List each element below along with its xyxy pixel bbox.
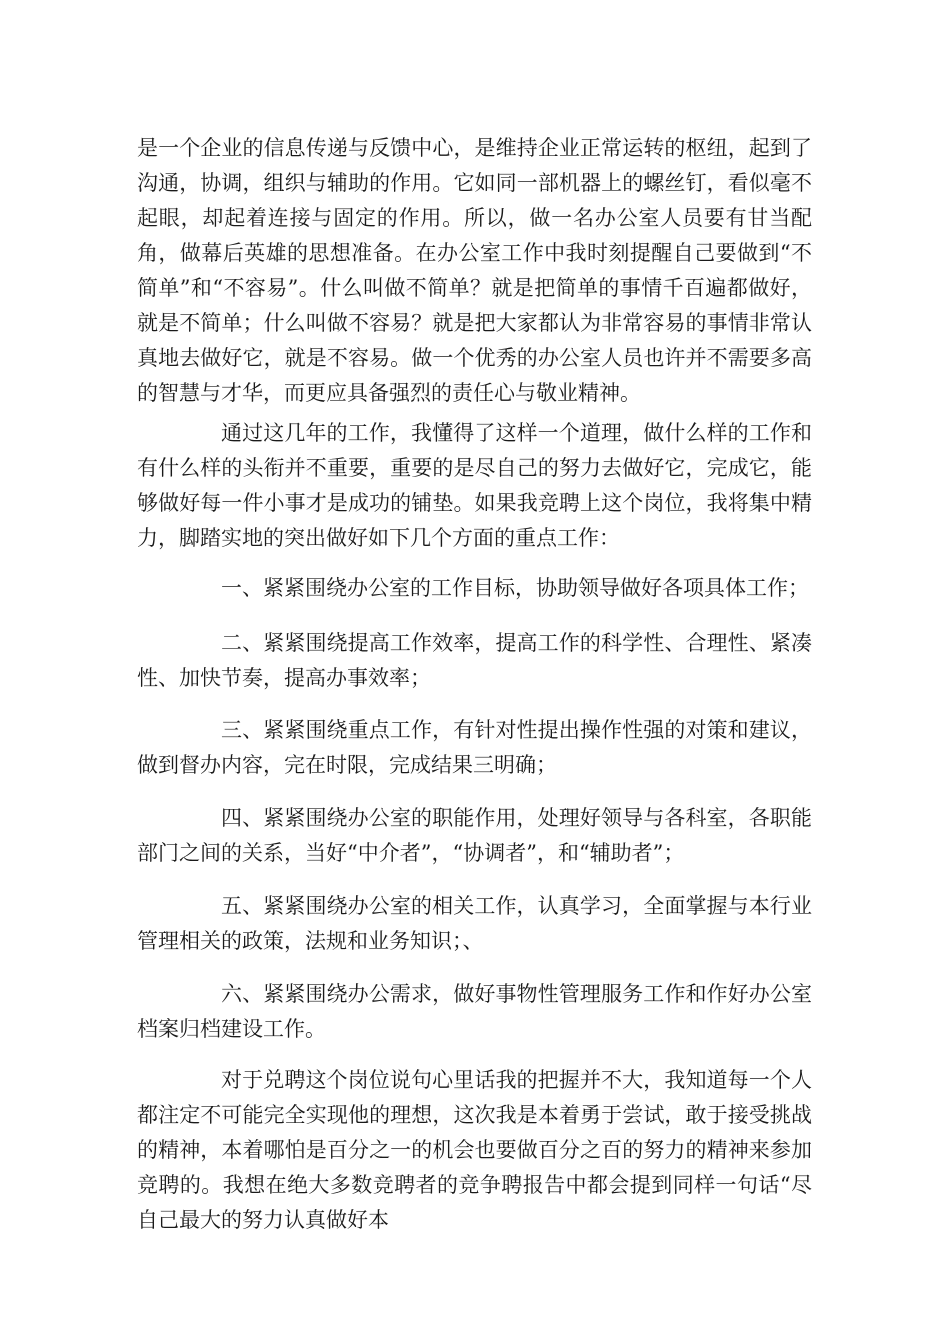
paragraph-work-lesson: 通过这几年的工作，我懂得了这样一个道理，做什么样的工作和有什么样的头衔并不重要，重要的是尽自己的努力去做好它，完成它，能够做好每一件小事才是成功的铺垫。如果我竞聘上这个岗位，我将集中精力，脚踏实地的突出做好如下几个方面的重点工作：: [137, 421, 812, 550]
list-item-3: 三、紧紧围绕重点工作，有针对性提出操作性强的对策和建议，做到督办内容，完在时限，完成结果三明确；: [137, 718, 812, 777]
list-item-6: 六、紧紧围绕办公需求，做好事物性管理服务工作和作好办公室档案归档建设工作。: [137, 982, 812, 1041]
list-item-1: 一、紧紧围绕办公室的工作目标，协助领导做好各项具体工作；: [221, 576, 809, 600]
list-item-5: 五、紧紧围绕办公室的相关工作，认真学习，全面掌握与本行业管理相关的政策，法规和业务知识；、: [137, 894, 812, 953]
paragraph-office-role: 是一个企业的信息传递与反馈中心，是维持企业正常运转的枢纽，起到了沟通，协调，组织与辅助的作用。它如同一部机器上的螺丝钉，看似毫不起眼，却起着连接与固定的作用。所以，做一名办公室人员要有甘当配角，做幕后英雄的思想准备。在办公室工作中我时刻提醒自己要做到“不简单”和“不容易”。什么叫做不简单？就是把简单的事情千百遍都做好，就是不简单；什么叫做不容易？就是把大家都认为非常容易的事情非常认真地去做好它，就是不容易。做一个优秀的办公室人员也许并不需要多高的智慧与才华，而更应具备强烈的责任心与敬业精神。: [137, 136, 812, 405]
list-item-2: 二、紧紧围绕提高工作效率，提高工作的科学性、合理性、紧凑性、加快节奏，提高办事效率；: [137, 631, 812, 690]
paragraph-conclusion: 对于兑聘这个岗位说句心里话我的把握并不大，我知道每一个人都注定不可能完全实现他的理想，这次我是本着勇于尝试，敢于接受挑战的精神，本着哪怕是百分之一的机会也要做百分之百的努力的精神来参加竞聘的。我想在绝大多数竞聘者的竞争聘报告中都会提到同样一句话“尽自己最大的努力认真做好本: [137, 1068, 812, 1232]
list-item-4: 四、紧紧围绕办公室的职能作用，处理好领导与各科室，各职能部门之间的关系，当好“中介者”，“协调者”，和“辅助者”；: [137, 806, 812, 865]
